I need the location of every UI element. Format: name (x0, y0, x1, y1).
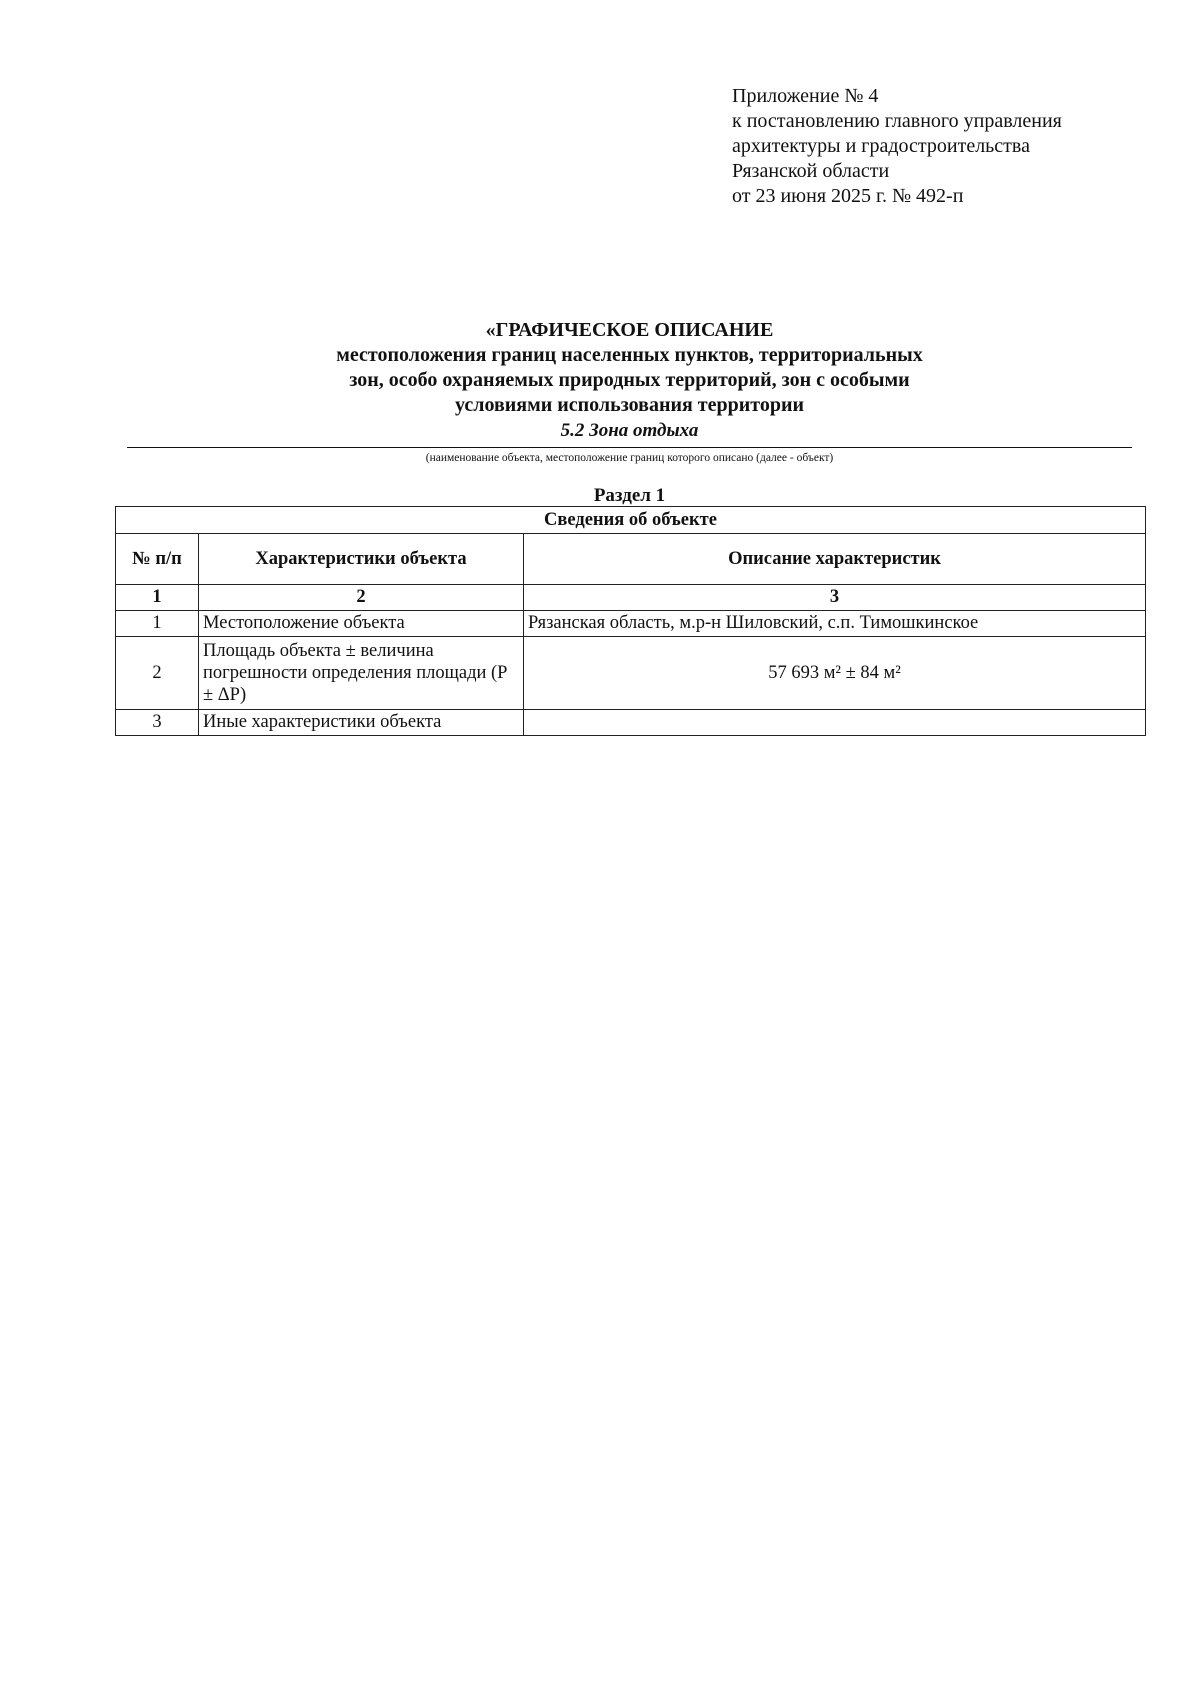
row-num: 2 (116, 637, 199, 710)
appendix-date: от 23 июня 2025 г. № 492-п (732, 185, 964, 207)
object-name: 5.2 Зона отдыха (560, 420, 699, 441)
appendix-number: Приложение № 4 (732, 85, 879, 107)
row-characteristic: Площадь объекта ± величина погрешности определения площади (P ± ΔP) (199, 637, 524, 710)
title-underline (127, 447, 1132, 448)
table-row (116, 611, 1146, 637)
appendix-region: Рязанской области (732, 160, 890, 182)
title-line-1: «ГРАФИЧЕСКОЕ ОПИСАНИЕ (485, 319, 774, 341)
table-caption-row (116, 507, 1146, 534)
row-description (524, 710, 1146, 736)
column-number-row (116, 585, 1146, 611)
header-description: Описание характеристик (524, 534, 1146, 585)
object-name-caption: (наименование объекта, местоположение границ которого описано (далее - объект) (425, 452, 834, 464)
column-number: 3 (524, 585, 1146, 611)
title-line-2: местоположения границ населенных пунктов, территориальных (336, 344, 923, 366)
header-num: № п/п (116, 534, 199, 585)
row-description: Рязанская область, м.р-н Шиловский, с.п. Тимошкинское (524, 611, 1146, 637)
appendix-header (732, 84, 1062, 209)
title-line-4: условиями использования территории (454, 394, 805, 416)
row-characteristic: Местоположение объекта (199, 611, 524, 637)
table-header-row (116, 534, 1146, 585)
column-number: 2 (199, 585, 524, 611)
row-description: 57 693 м² ± 84 м² (524, 637, 1146, 710)
object-info-table (115, 506, 1146, 736)
header-characteristic: Характеристики объекта (199, 534, 524, 585)
row-num: 3 (116, 710, 199, 736)
table-caption: Сведения об объекте (116, 507, 1146, 534)
appendix-resolution: к постановлению главного управления (732, 110, 1062, 132)
row-characteristic: Иные характеристики объекта (199, 710, 524, 736)
appendix-department: архитектуры и градостроительства (732, 135, 1030, 157)
section-title: Раздел 1 (593, 485, 666, 506)
table-row (116, 637, 1146, 710)
row-num: 1 (116, 611, 199, 637)
table-row (116, 710, 1146, 736)
title-line-3: зон, особо охраняемых природных территорий, зон с особыми (349, 369, 910, 391)
document-title (127, 318, 1132, 443)
column-number: 1 (116, 585, 199, 611)
